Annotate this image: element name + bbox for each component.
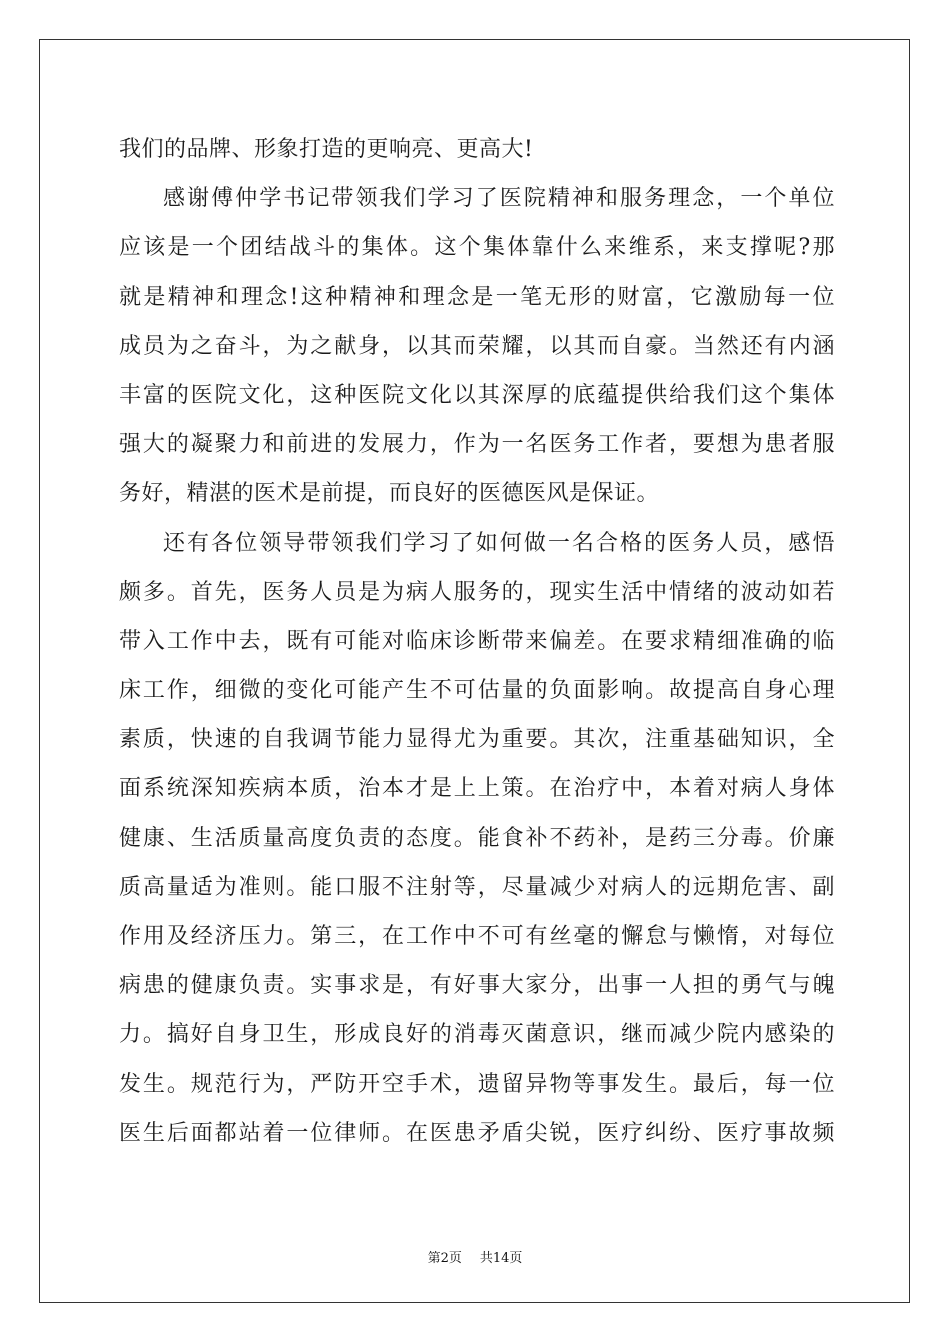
text-line: 务好，精湛的医术是前提，而良好的医德医风是保证。: [119, 481, 660, 507]
text-line: 强大的凝聚力和前进的发展力，作为一名医务工作者，要想为患者服: [119, 432, 835, 458]
text-line: 质高量适为准则。能口服不注射等，尽量减少对病人的远期危害、副: [119, 874, 835, 900]
text-line: 力。搞好自身卫生，形成良好的消毒灭菌意识，继而减少院内感染的: [119, 1022, 835, 1048]
text-line: 作用及经济压力。第三，在工作中不可有丝毫的懈怠与懒惰，对每位: [119, 924, 835, 949]
text-line: 素质，快速的自我调节能力显得尤为重要。其次，注重基础知识，全: [119, 727, 835, 753]
page-total: 共14页: [479, 1251, 523, 1266]
text-line: 丰富的医院文化，这种医院文化以其深厚的底蕴提供给我们这个集体: [119, 382, 835, 408]
text-line: 医生后面都站着一位律师。在医患矛盾尖锐，医疗纠纷、医疗事故频: [119, 1120, 835, 1146]
text-line: 就是精神和理念!这种精神和理念是一笔无形的财富，它激励每一位: [119, 284, 835, 310]
text-line: 带入工作中去，既有可能对临床诊断带来偏差。在要求精细准确的临: [119, 628, 835, 654]
text-line: 面系统深知疾病本质，治本才是上上策。在治疗中，本着对病人身体: [119, 776, 835, 802]
text-line: 健康、生活质量高度负责的态度。能食补不药补，是药三分毒。价廉: [119, 825, 835, 851]
text-line: 我们的品牌、形象打造的更响亮、更高大!: [119, 137, 534, 162]
text-line: 发生。规范行为，严防开空手术，遗留异物等事发生。最后，每一位: [119, 1071, 835, 1097]
page-footer: [0, 1247, 950, 1266]
page-number: 第2页: [427, 1251, 462, 1266]
text-line: 颇多。首先，医务人员是为病人服务的，现实生活中情绪的波动如若: [119, 579, 835, 605]
text-line: 感谢傅仲学书记带领我们学习了医院精神和服务理念，一个单位: [163, 186, 835, 212]
document-body: [119, 125, 835, 1158]
text-line: 成员为之奋斗，为之献身，以其而荣耀，以其而自豪。当然还有内涵: [119, 333, 835, 359]
text-line: 病患的健康负责。实事求是，有好事大家分，出事一人担的勇气与魄: [119, 973, 835, 999]
text-line: 床工作，细微的变化可能产生不可估量的负面影响。故提高自身心理: [119, 678, 835, 704]
text-line: 还有各位领导带领我们学习了如何做一名合格的医务人员，感悟: [163, 530, 835, 556]
text-line: 应该是一个团结战斗的集体。这个集体靠什么来维系，来支撑呢?那: [119, 235, 835, 261]
